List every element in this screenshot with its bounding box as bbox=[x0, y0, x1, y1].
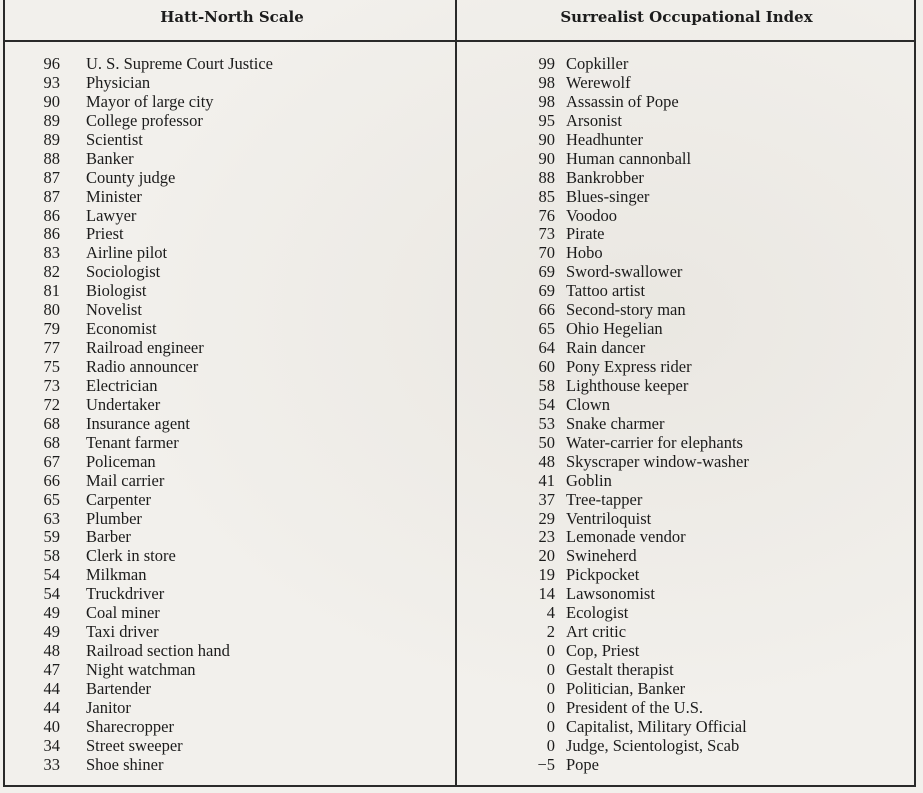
hatt-north-row bbox=[43, 110, 450, 131]
surrealist-row bbox=[510, 131, 910, 150]
hatt-north-score: 88 bbox=[43, 148, 60, 168]
hatt-north-occupation: Milkman bbox=[86, 565, 147, 585]
hatt-north-score: 79 bbox=[43, 319, 60, 339]
hatt-north-row bbox=[43, 622, 450, 642]
surrealist-row bbox=[510, 93, 910, 112]
surrealist-occupation: Pony Express rider bbox=[566, 357, 692, 376]
hatt-north-row bbox=[43, 603, 450, 623]
hatt-north-occupation: Bartender bbox=[86, 678, 152, 698]
hatt-north-score: 67 bbox=[43, 451, 60, 471]
surrealist-row bbox=[510, 112, 910, 131]
hatt-north-list bbox=[43, 54, 450, 775]
hatt-north-score: 89 bbox=[43, 110, 60, 130]
hatt-north-score: 86 bbox=[43, 205, 60, 225]
hatt-north-row bbox=[43, 394, 450, 415]
surrealist-occupation: Arsonist bbox=[566, 110, 622, 130]
hatt-north-row bbox=[43, 584, 450, 604]
surrealist-occupation: Capitalist, Military Official bbox=[566, 716, 747, 736]
hatt-north-occupation: Scientist bbox=[86, 129, 143, 149]
hatt-north-score: 49 bbox=[43, 622, 60, 642]
hatt-north-occupation: College professor bbox=[86, 110, 203, 130]
hatt-north-occupation: Sharecropper bbox=[86, 716, 174, 736]
surrealist-row bbox=[510, 282, 910, 301]
surrealist-score: −5 bbox=[537, 754, 555, 774]
surrealist-score: 54 bbox=[538, 394, 555, 414]
hatt-north-row bbox=[43, 54, 450, 74]
hatt-north-score: 49 bbox=[43, 603, 60, 623]
hatt-north-row bbox=[43, 129, 450, 150]
surrealist-occupation: Gestalt therapist bbox=[566, 660, 674, 679]
surrealist-score: 0 bbox=[546, 716, 555, 736]
hatt-north-occupation: Mayor of large city bbox=[86, 91, 214, 111]
surrealist-row bbox=[510, 642, 910, 661]
surrealist-score: 0 bbox=[546, 735, 555, 755]
surrealist-occupation: Bankrobber bbox=[566, 167, 644, 187]
surrealist-score: 20 bbox=[538, 546, 555, 566]
surrealist-occupation: Human cannonball bbox=[566, 148, 692, 168]
surrealist-row bbox=[510, 415, 910, 434]
hatt-north-occupation: U. S. Supreme Court Justice bbox=[86, 54, 273, 73]
hatt-north-occupation: Electrician bbox=[86, 375, 158, 395]
hatt-north-row bbox=[43, 470, 450, 491]
surrealist-score: 69 bbox=[538, 281, 555, 301]
hatt-north-row bbox=[43, 357, 450, 377]
surrealist-row bbox=[510, 472, 910, 491]
surrealist-occupation: Art critic bbox=[566, 622, 627, 642]
hatt-north-row bbox=[43, 678, 450, 699]
hatt-north-score: 58 bbox=[43, 546, 60, 566]
surrealist-score: 23 bbox=[538, 527, 555, 547]
surrealist-occupation: Skyscraper window-washer bbox=[566, 451, 749, 471]
surrealist-occupation: Tree-tapper bbox=[566, 489, 643, 509]
surrealist-occupation: Second-story man bbox=[566, 300, 686, 320]
hatt-north-row bbox=[43, 205, 450, 226]
surrealist-score: 48 bbox=[538, 451, 555, 471]
surrealist-score: 29 bbox=[538, 508, 555, 528]
surrealist-occupation: Pickpocket bbox=[566, 565, 640, 585]
surrealist-occupation: Rain dancer bbox=[566, 338, 646, 358]
surrealist-score: 85 bbox=[538, 186, 555, 206]
surrealist-score: 70 bbox=[538, 243, 555, 263]
hatt-north-score: 47 bbox=[43, 660, 60, 679]
hatt-north-score: 68 bbox=[43, 432, 60, 452]
surrealist-occupation: Tattoo artist bbox=[566, 281, 646, 301]
hatt-north-occupation: Truckdriver bbox=[86, 584, 165, 604]
surrealist-score: 37 bbox=[538, 489, 555, 509]
surrealist-row bbox=[510, 74, 910, 93]
hatt-north-score: 68 bbox=[43, 413, 60, 433]
surrealist-occupation: President of the U.S. bbox=[566, 697, 704, 717]
hatt-north-score: 63 bbox=[43, 508, 60, 528]
hatt-north-row bbox=[43, 224, 450, 244]
hatt-north-occupation: Insurance agent bbox=[86, 413, 190, 433]
surrealist-score: 99 bbox=[538, 54, 555, 73]
hatt-north-occupation: Railroad engineer bbox=[86, 338, 204, 358]
hatt-north-occupation: Novelist bbox=[86, 300, 142, 320]
surrealist-row bbox=[510, 585, 910, 604]
header-surrealist-occupational-index: Surrealist Occupational Index bbox=[560, 8, 813, 26]
column-divider bbox=[455, 0, 457, 785]
surrealist-occupation: Lighthouse keeper bbox=[566, 375, 689, 395]
hatt-north-occupation: Biologist bbox=[86, 281, 147, 301]
surrealist-row bbox=[510, 680, 910, 699]
hatt-north-score: 40 bbox=[43, 716, 60, 736]
surrealist-score: 0 bbox=[546, 660, 555, 679]
hatt-north-occupation: Clerk in store bbox=[86, 546, 176, 566]
hatt-north-score: 33 bbox=[43, 754, 60, 774]
hatt-north-occupation: Carpenter bbox=[86, 489, 152, 509]
hatt-north-occupation: County judge bbox=[86, 167, 176, 187]
hatt-north-row bbox=[43, 508, 450, 529]
hatt-north-score: 65 bbox=[43, 489, 60, 509]
hatt-north-score: 96 bbox=[43, 54, 60, 73]
hatt-north-occupation: Street sweeper bbox=[86, 735, 183, 755]
hatt-north-score: 82 bbox=[43, 262, 60, 282]
surrealist-row bbox=[510, 434, 910, 453]
surrealist-score: 90 bbox=[538, 129, 555, 149]
surrealist-index-list bbox=[510, 55, 910, 775]
surrealist-occupation: Swineherd bbox=[566, 546, 637, 566]
hatt-north-score: 66 bbox=[43, 470, 60, 490]
hatt-north-occupation: Tenant farmer bbox=[86, 432, 179, 452]
hatt-north-occupation: Railroad section hand bbox=[86, 641, 230, 661]
hatt-north-score: 87 bbox=[43, 186, 60, 206]
hatt-north-row bbox=[43, 413, 450, 434]
hatt-north-score: 89 bbox=[43, 129, 60, 149]
hatt-north-row bbox=[43, 451, 450, 472]
hatt-north-score: 86 bbox=[43, 224, 60, 244]
hatt-north-occupation: Janitor bbox=[86, 697, 131, 717]
hatt-north-occupation: Taxi driver bbox=[86, 622, 159, 642]
surrealist-row bbox=[510, 491, 910, 510]
surrealist-occupation: Pope bbox=[566, 754, 599, 774]
hatt-north-row bbox=[43, 375, 450, 396]
surrealist-score: 0 bbox=[546, 641, 555, 661]
surrealist-score: 95 bbox=[538, 110, 555, 130]
hatt-north-row bbox=[43, 565, 450, 585]
surrealist-row bbox=[510, 320, 910, 339]
hatt-north-occupation: Physician bbox=[86, 72, 151, 92]
hatt-north-occupation: Priest bbox=[86, 224, 124, 244]
hatt-north-row bbox=[43, 432, 450, 453]
surrealist-score: 64 bbox=[538, 338, 555, 358]
hatt-north-occupation: Coal miner bbox=[86, 603, 160, 623]
surrealist-row bbox=[510, 169, 910, 188]
surrealist-row bbox=[510, 207, 910, 226]
surrealist-row bbox=[510, 623, 910, 642]
surrealist-score: 19 bbox=[538, 565, 555, 585]
hatt-north-occupation: Barber bbox=[86, 527, 131, 547]
hatt-north-row bbox=[43, 148, 450, 169]
surrealist-row bbox=[510, 55, 910, 74]
surrealist-row bbox=[510, 358, 910, 377]
hatt-north-occupation: Economist bbox=[86, 319, 157, 339]
surrealist-score: 0 bbox=[546, 697, 555, 717]
hatt-north-score: 77 bbox=[43, 338, 60, 358]
hatt-north-score: 87 bbox=[43, 167, 60, 187]
surrealist-row bbox=[510, 547, 910, 566]
hatt-north-score: 83 bbox=[43, 243, 60, 263]
surrealist-row bbox=[510, 188, 910, 207]
surrealist-score: 50 bbox=[538, 432, 555, 452]
surrealist-occupation: Copkiller bbox=[566, 54, 629, 73]
hatt-north-occupation: Lawyer bbox=[86, 205, 137, 225]
surrealist-score: 2 bbox=[546, 622, 555, 642]
surrealist-occupation: Water-carrier for elephants bbox=[566, 432, 743, 452]
surrealist-row bbox=[510, 339, 910, 358]
surrealist-occupation: Ohio Hegelian bbox=[566, 319, 663, 339]
surrealist-occupation: Pirate bbox=[566, 224, 605, 244]
hatt-north-score: 54 bbox=[43, 584, 60, 604]
surrealist-score: 98 bbox=[538, 91, 555, 111]
hatt-north-occupation: Banker bbox=[86, 148, 134, 168]
surrealist-score: 66 bbox=[538, 300, 555, 320]
surrealist-row bbox=[510, 718, 910, 737]
surrealist-score: 69 bbox=[538, 262, 555, 282]
hatt-north-score: 48 bbox=[43, 641, 60, 661]
surrealist-occupation: Lemonade vendor bbox=[566, 527, 686, 547]
header-row bbox=[3, 0, 916, 42]
hatt-north-row bbox=[43, 716, 450, 737]
surrealist-score: 98 bbox=[538, 72, 555, 92]
surrealist-row bbox=[510, 604, 910, 623]
surrealist-score: 58 bbox=[538, 375, 555, 395]
hatt-north-occupation: Sociologist bbox=[86, 262, 161, 282]
surrealist-score: 88 bbox=[538, 167, 555, 187]
surrealist-occupation: Judge, Scientologist, Scab bbox=[566, 735, 740, 755]
surrealist-row bbox=[510, 528, 910, 547]
hatt-north-row bbox=[43, 338, 450, 358]
surrealist-row bbox=[510, 225, 910, 244]
hatt-north-score: 34 bbox=[43, 735, 60, 755]
hatt-north-score: 73 bbox=[43, 375, 60, 395]
surrealist-occupation: Ventriloquist bbox=[566, 508, 652, 528]
surrealist-row bbox=[510, 150, 910, 169]
hatt-north-occupation: Mail carrier bbox=[86, 470, 165, 490]
hatt-north-score: 90 bbox=[43, 91, 60, 111]
surrealist-row bbox=[510, 756, 910, 775]
surrealist-row bbox=[510, 244, 910, 263]
surrealist-score: 4 bbox=[546, 603, 555, 623]
surrealist-row bbox=[510, 737, 910, 756]
surrealist-row bbox=[510, 263, 910, 282]
hatt-north-occupation: Undertaker bbox=[86, 394, 161, 414]
hatt-north-row bbox=[43, 754, 450, 775]
surrealist-occupation: Politician, Banker bbox=[566, 678, 686, 698]
hatt-north-score: 44 bbox=[43, 678, 60, 698]
hatt-north-occupation: Airline pilot bbox=[86, 243, 168, 263]
hatt-north-score: 93 bbox=[43, 72, 60, 92]
surrealist-row bbox=[510, 699, 910, 718]
hatt-north-row bbox=[43, 186, 450, 207]
hatt-north-row bbox=[43, 697, 450, 718]
surrealist-occupation: Goblin bbox=[566, 470, 612, 490]
surrealist-row bbox=[510, 396, 910, 415]
surrealist-row bbox=[510, 377, 910, 396]
surrealist-score: 41 bbox=[538, 470, 555, 490]
hatt-north-occupation: Policeman bbox=[86, 451, 156, 471]
surrealist-row bbox=[510, 301, 910, 320]
surrealist-score: 14 bbox=[538, 584, 555, 604]
surrealist-row bbox=[510, 566, 910, 585]
hatt-north-row bbox=[43, 281, 450, 301]
hatt-north-score: 75 bbox=[43, 357, 60, 376]
surrealist-score: 65 bbox=[538, 319, 555, 339]
hatt-north-row bbox=[43, 660, 450, 680]
hatt-north-occupation: Shoe shiner bbox=[86, 754, 164, 774]
surrealist-score: 53 bbox=[538, 413, 555, 433]
hatt-north-row bbox=[43, 262, 450, 282]
surrealist-occupation: Ecologist bbox=[566, 603, 629, 623]
hatt-north-score: 59 bbox=[43, 527, 60, 547]
hatt-north-row bbox=[43, 72, 450, 93]
hatt-north-row bbox=[43, 546, 450, 566]
surrealist-occupation: Lawsonomist bbox=[566, 584, 655, 604]
surrealist-score: 76 bbox=[538, 205, 555, 225]
surrealist-score: 0 bbox=[546, 678, 555, 698]
hatt-north-row bbox=[43, 641, 450, 661]
surrealist-occupation: Werewolf bbox=[566, 72, 631, 92]
hatt-north-row bbox=[43, 91, 450, 112]
hatt-north-score: 44 bbox=[43, 697, 60, 717]
hatt-north-occupation: Plumber bbox=[86, 508, 142, 528]
header-hatt-north-scale: Hatt-North Scale bbox=[160, 8, 304, 26]
hatt-north-occupation: Radio announcer bbox=[86, 357, 199, 376]
hatt-north-score: 80 bbox=[43, 300, 60, 320]
hatt-north-row bbox=[43, 243, 450, 263]
hatt-north-occupation: Night watchman bbox=[86, 660, 196, 679]
surrealist-occupation: Blues-singer bbox=[566, 186, 650, 206]
surrealist-row bbox=[510, 661, 910, 680]
surrealist-occupation: Sword-swallower bbox=[566, 262, 683, 282]
hatt-north-row bbox=[43, 735, 450, 756]
surrealist-row bbox=[510, 453, 910, 472]
surrealist-occupation: Hobo bbox=[566, 243, 603, 263]
surrealist-occupation: Snake charmer bbox=[566, 413, 665, 433]
hatt-north-row bbox=[43, 489, 450, 510]
surrealist-occupation: Cop, Priest bbox=[566, 641, 640, 661]
hatt-north-score: 72 bbox=[43, 394, 60, 414]
hatt-north-occupation: Minister bbox=[86, 186, 142, 206]
surrealist-score: 90 bbox=[538, 148, 555, 168]
hatt-north-score: 81 bbox=[43, 281, 60, 301]
surrealist-score: 60 bbox=[538, 357, 555, 376]
hatt-north-row bbox=[43, 167, 450, 188]
hatt-north-row bbox=[43, 319, 450, 339]
surrealist-occupation: Headhunter bbox=[566, 129, 643, 149]
hatt-north-score: 54 bbox=[43, 565, 60, 585]
surrealist-row bbox=[510, 510, 910, 529]
hatt-north-row bbox=[43, 527, 450, 547]
surrealist-occupation: Voodoo bbox=[566, 205, 618, 225]
surrealist-occupation: Clown bbox=[566, 394, 611, 414]
surrealist-score: 73 bbox=[538, 224, 555, 244]
surrealist-occupation: Assassin of Pope bbox=[566, 91, 679, 111]
hatt-north-row bbox=[43, 300, 450, 320]
